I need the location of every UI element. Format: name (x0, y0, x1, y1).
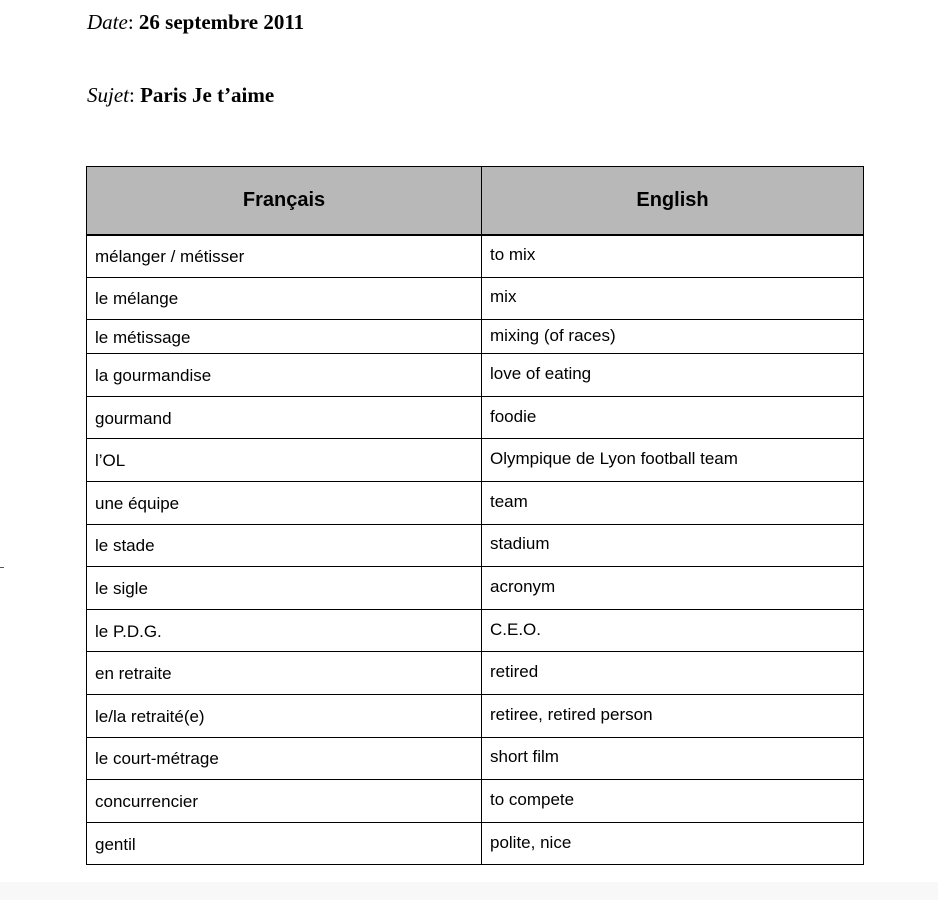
french-term: en retraite (87, 652, 482, 695)
english-translation: love of eating (482, 354, 864, 397)
french-term: le/la retraité(e) (87, 694, 482, 737)
table-row (87, 694, 864, 737)
english-translation: short film (482, 737, 864, 780)
table-row (87, 780, 864, 823)
vocabulary-table (86, 166, 864, 865)
english-translation: polite, nice (482, 822, 864, 865)
english-translation: to compete (482, 780, 864, 823)
french-term: gourmand (87, 396, 482, 439)
french-term: la gourmandise (87, 354, 482, 397)
table-row (87, 567, 864, 610)
table-header-row (87, 167, 864, 235)
subject-label: Sujet (87, 83, 129, 107)
table-row (87, 481, 864, 524)
french-term: mélanger / métisser (87, 235, 482, 278)
date-line: Date: 26 septembre 2011 (87, 10, 305, 34)
english-translation: retired (482, 652, 864, 695)
table-row (87, 277, 864, 320)
english-translation: stadium (482, 524, 864, 567)
table-row (87, 524, 864, 567)
subject-value: Paris Je t’aime (140, 83, 275, 107)
table-row (87, 822, 864, 865)
column-header-english: English (482, 167, 864, 235)
table-row (87, 396, 864, 439)
table-row (87, 609, 864, 652)
table-row (87, 439, 864, 482)
french-term: le sigle (87, 567, 482, 610)
english-translation: to mix (482, 235, 864, 278)
table-row (87, 354, 864, 397)
column-header-french: Français (87, 167, 482, 235)
date-value: 26 septembre 2011 (138, 10, 305, 34)
table-row (87, 652, 864, 695)
french-term: le stade (87, 524, 482, 567)
english-translation: C.E.O. (482, 609, 864, 652)
english-translation: mixing (of races) (482, 320, 864, 354)
french-term: concurrencier (87, 780, 482, 823)
subject-line: Sujet: Paris Je t’aime (87, 83, 275, 107)
french-term: le court-métrage (87, 737, 482, 780)
english-translation: Olympique de Lyon football team (482, 439, 864, 482)
date-label: Date (87, 10, 128, 34)
french-term: le mélange (87, 277, 482, 320)
english-translation: retiree, retired person (482, 694, 864, 737)
table-row (87, 737, 864, 780)
english-translation: acronym (482, 567, 864, 610)
page-bottom-edge (0, 882, 938, 900)
english-translation: foodie (482, 396, 864, 439)
french-term: le métissage (87, 320, 482, 354)
margin-mark (0, 567, 4, 568)
french-term: gentil (87, 822, 482, 865)
table-body (87, 235, 864, 865)
table-row (87, 235, 864, 278)
french-term: une équipe (87, 481, 482, 524)
english-translation: mix (482, 277, 864, 320)
english-translation: team (482, 481, 864, 524)
french-term: l’OL (87, 439, 482, 482)
table-row (87, 320, 864, 354)
french-term: le P.D.G. (87, 609, 482, 652)
